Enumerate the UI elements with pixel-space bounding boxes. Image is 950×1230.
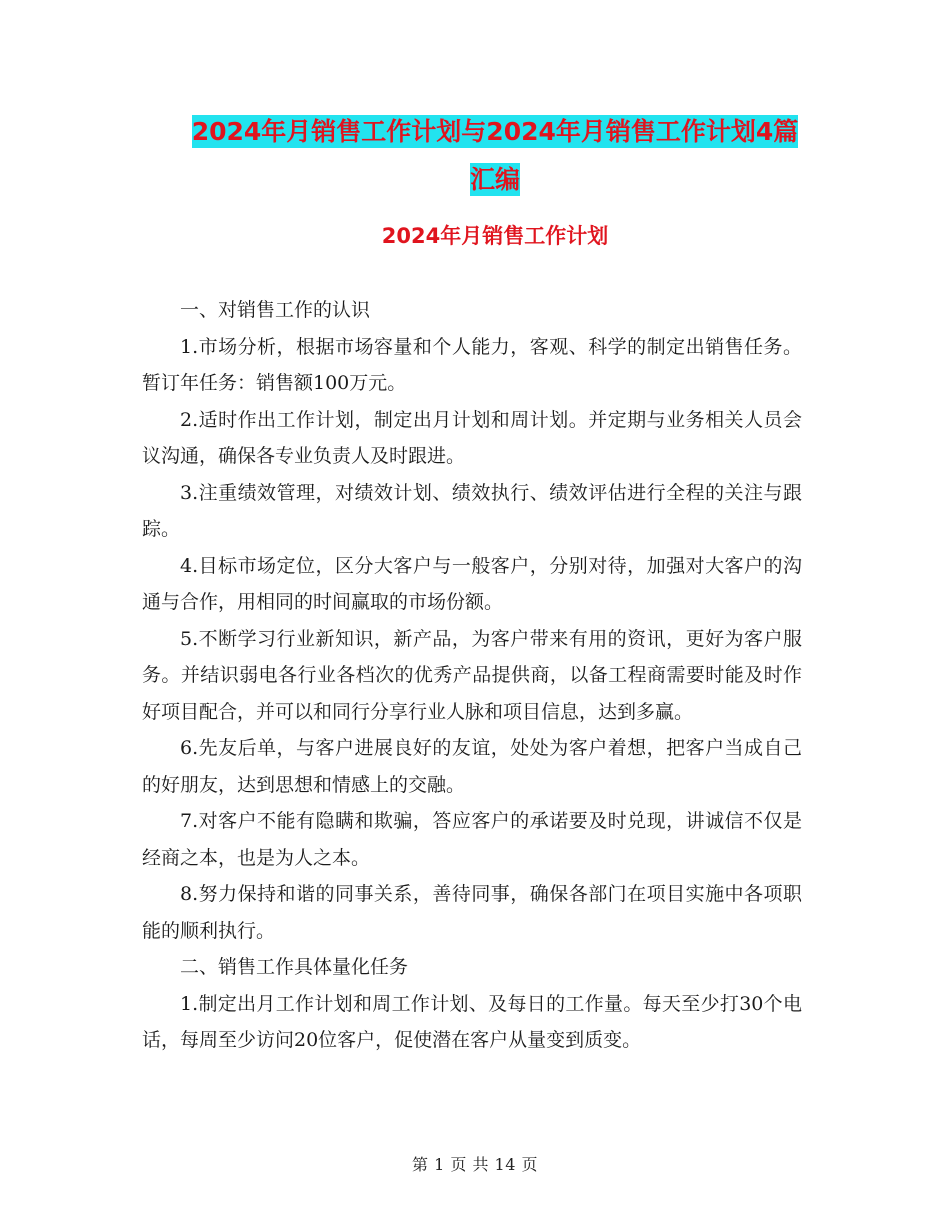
page-number-footer: 第 1 页 共 14 页 bbox=[412, 1155, 538, 1174]
paragraph: 7.对客户不能有隐瞒和欺骗，答应客户的承诺要及时兑现，讲诚信不仅是经商之本，也是为人之本。 bbox=[142, 810, 802, 869]
paragraph: 1.市场分析，根据市场容量和个人能力，客观、科学的制定出销售任务。暂订年任务：销售额100万元。 bbox=[142, 335, 802, 394]
section-heading-1: 一、对销售工作的认识 bbox=[180, 299, 371, 321]
document-title-line-1: 2024年月销售工作计划与2024年月销售工作计划4篇 bbox=[191, 117, 799, 146]
paragraph: 6.先友后单，与客户进展良好的友谊，处处为客户着想，把客户当成自己的好朋友，达到思想和情感上的交融。 bbox=[142, 737, 802, 796]
paragraph: 3.注重绩效管理，对绩效计划、绩效执行、绩效评估进行全程的关注与跟踪。 bbox=[142, 481, 802, 540]
section-heading-2: 二、销售工作具体量化任务 bbox=[180, 956, 409, 978]
document-title bbox=[140, 108, 850, 204]
paragraph: 2.适时作出工作计划，制定出月计划和周计划。并定期与业务相关人员会议沟通，确保各专业负责人及时跟进。 bbox=[142, 408, 802, 467]
paragraph: 8.努力保持和谐的同事关系，善待同事，确保各部门在项目实施中各项职能的顺利执行。 bbox=[142, 883, 802, 942]
paragraph: 5.不断学习行业新知识，新产品，为客户带来有用的资讯，更好为客户服务。并结识弱电各行业各档次的优秀产品提供商，以备工程商需要时能及时作好项目配合，并可以和同行分享行业人脉和项目信息，达到多赢。 bbox=[142, 627, 802, 723]
document-body bbox=[142, 292, 802, 1059]
paragraph: 1.制定出月工作计划和周工作计划、及每日的工作量。每天至少打30个电话，每周至少访问20位客户，促使潜在客户从量变到质变。 bbox=[142, 992, 802, 1051]
section-title: 2024年月销售工作计划 bbox=[381, 224, 609, 248]
document-title-line-2: 汇编 bbox=[469, 165, 520, 194]
paragraph: 4.目标市场定位，区分大客户与一般客户，分别对待，加强对大客户的沟通与合作，用相同的时间赢取的市场份额。 bbox=[142, 554, 802, 613]
